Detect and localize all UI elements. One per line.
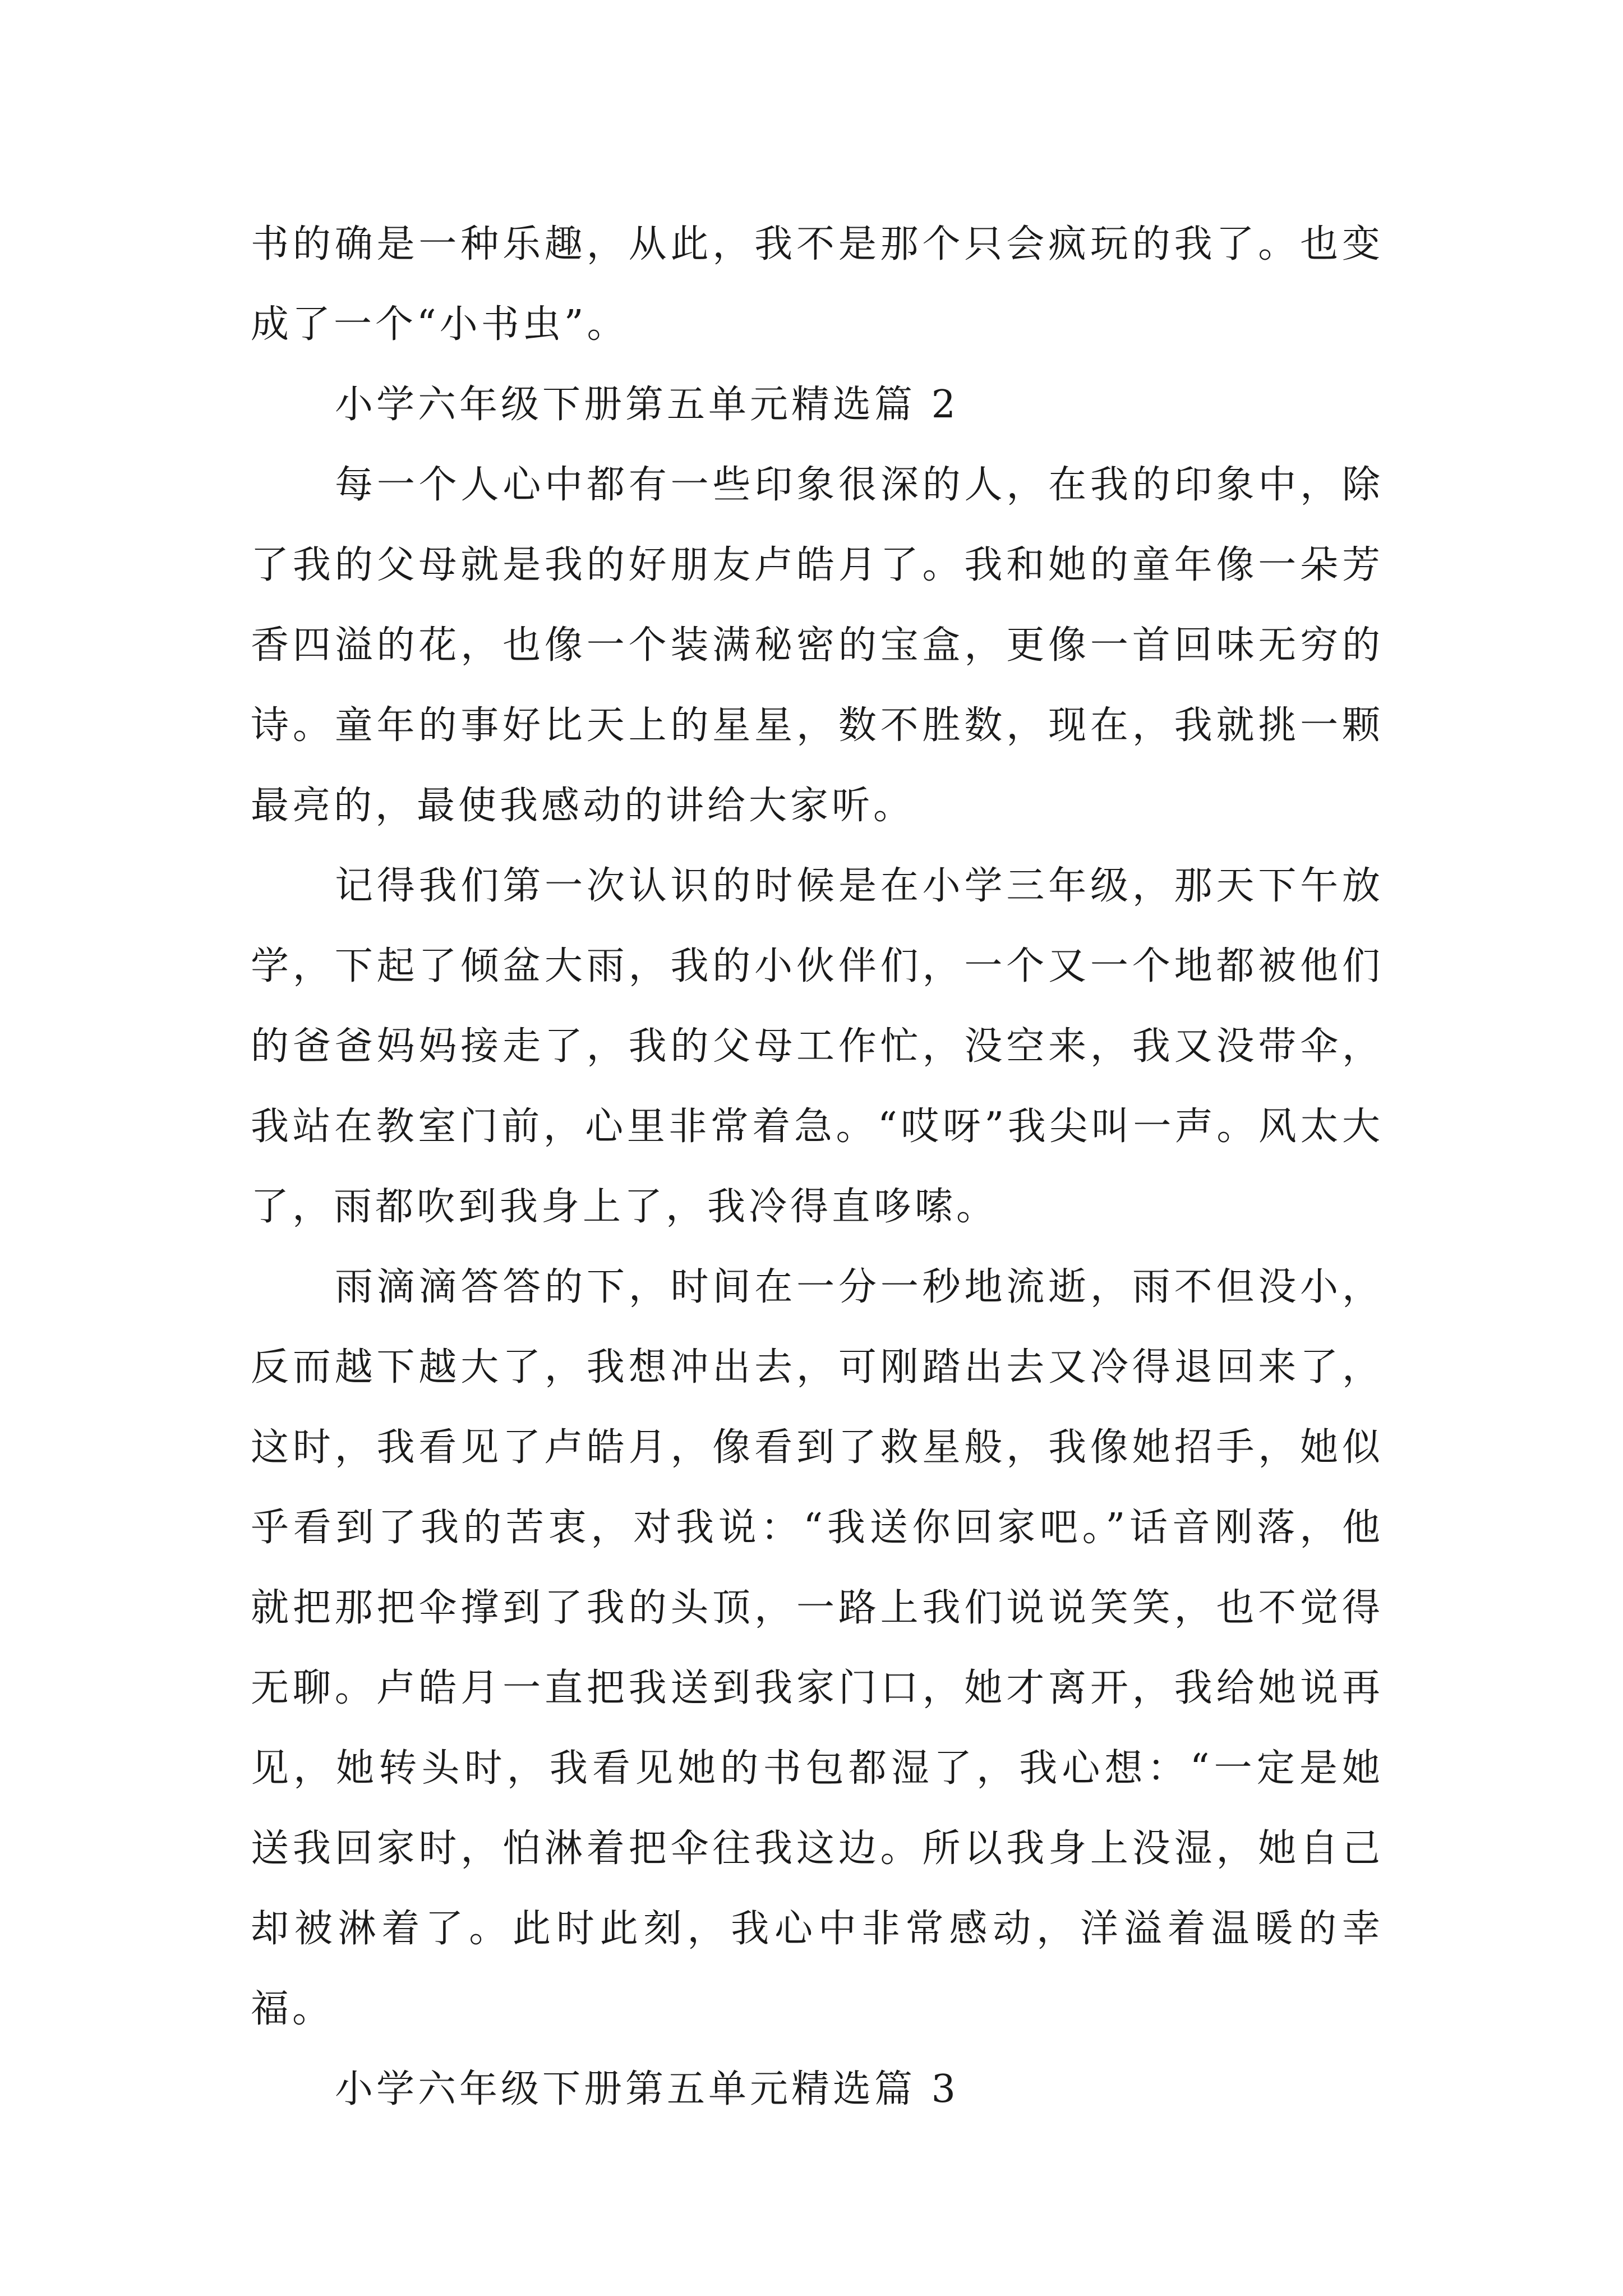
paragraph: 每一个人心中都有一些印象很深的人，在我的印象中，除了我的父母就是我的好朋友卢皓月了。我和她的童年像一朵芳香四溢的花，也像一个装满秘密的宝盒，更像一首回味无穷的诗。童年的事好比天上的星星，数不胜数，现在，我就挑一颗最亮的，最使我感动的讲给大家听。 xyxy=(251,463,1384,828)
section-heading: 小学六年级下册第五单元精选篇 3 xyxy=(335,2067,959,2111)
paragraph: 雨滴滴答答的下，时间在一分一秒地流逝，雨不但没小，反而越下越大了，我想冲出去，可刚踏出去又冷得退回来了，这时，我看见了卢皓月，像看到了救星般，我像她招手，她似乎看到了我的苦衷，对我说：“我送你回家吧。”话音刚落，他就把那把伞撑到了我的头顶，一路上我们说说笑笑，也不觉得无聊。卢皓月一直把我送到我家门口，她才离开，我给她说再见，她转头时，我看见她的书包都湿了，我心想：“一定是她送我回家时，怕淋着把伞往我这边。所以我身上没湿，她自己却被淋着了。此时此刻，我心中非常感动，洋溢着温暖的幸福。 xyxy=(251,1265,1384,2031)
paragraph: 书的确是一种乐趣，从此，我不是那个只会疯玩的我了。也变成了一个“小书虫”。 xyxy=(251,222,1384,347)
document-body xyxy=(251,204,1384,2129)
section-heading: 小学六年级下册第五单元精选篇 2 xyxy=(335,383,959,427)
paragraph: 记得我们第一次认识的时候是在小学三年级，那天下午放学，下起了倾盆大雨，我的小伙伴们，一个又一个地都被他们的爸爸妈妈接走了，我的父母工作忙，没空来，我又没带伞，我站在教室门前，心里非常着急。“哎呀”我尖叫一声。风太大了，雨都吹到我身上了，我冷得直哆嗦。 xyxy=(251,864,1384,1229)
